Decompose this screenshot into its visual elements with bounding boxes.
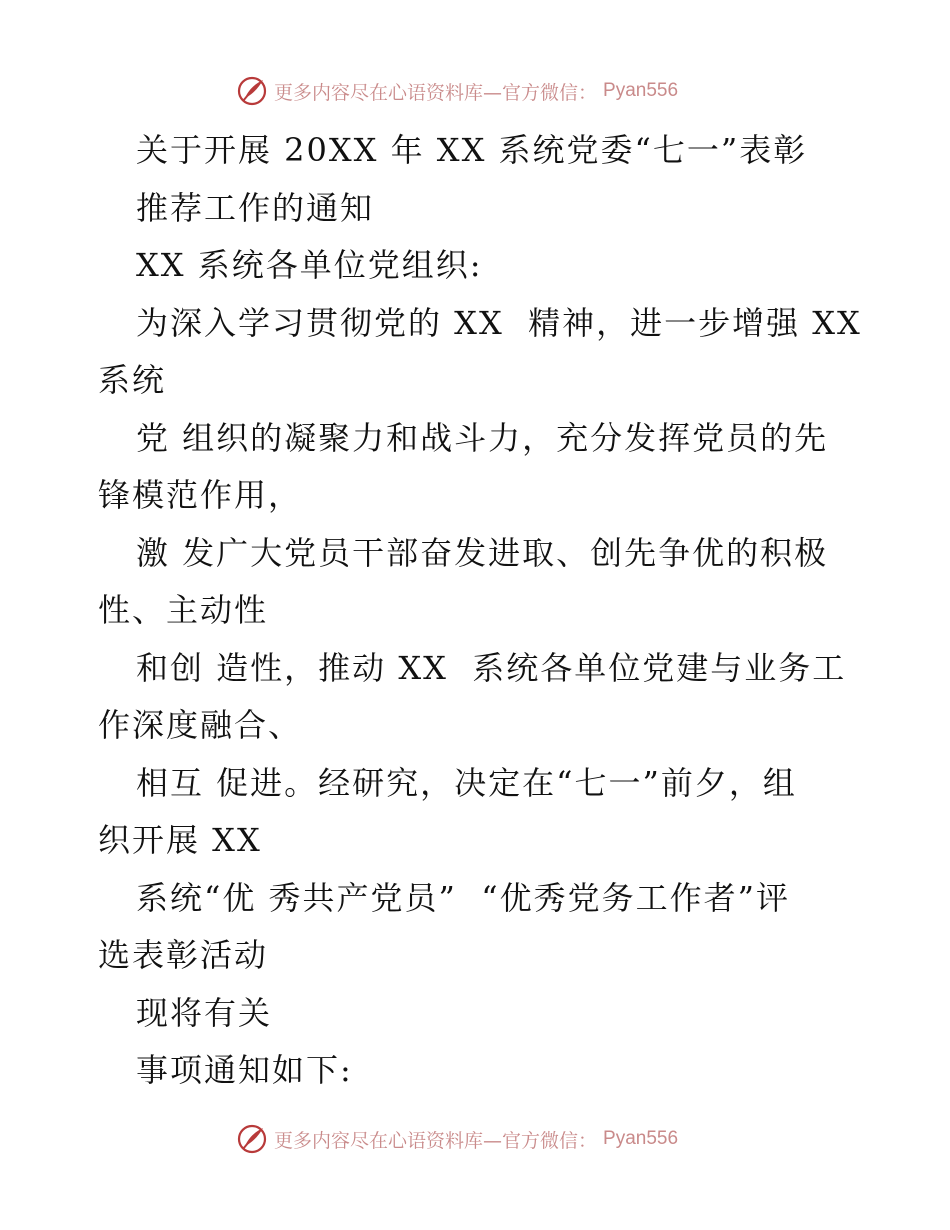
text-line: 事项通知如下: xyxy=(136,1051,353,1089)
text-line: 性、主动性 xyxy=(98,591,269,629)
footer-watermark xyxy=(236,1122,678,1156)
text-line: 系统“优 秀共产党员” “优秀党务工作者”评 xyxy=(136,878,790,917)
watermark-text: 更多内容尽在心语资料库—官方微信： xyxy=(274,81,598,104)
text-line: 为深入学习贯彻党的 XX 精神，进一步增强 XX xyxy=(136,303,862,342)
quill-logo-icon xyxy=(236,1123,268,1155)
text-line: 党 组织的凝聚力和战斗力，充分发挥党员的先 xyxy=(136,418,829,457)
text-line: 作深度融合、 xyxy=(98,706,303,744)
text-line: 选表彰活动 xyxy=(98,936,269,974)
text-line: 和创 造性，推动 XX 系统各单位党建与业务工 xyxy=(136,648,847,687)
text-line: 激 发广大党员干部奋发进取、创先争优的积极 xyxy=(136,533,829,572)
text-line: 锋模范作用， xyxy=(98,476,303,514)
text-line: 相互 促进。经研究，决定在“七一”前夕，组 xyxy=(136,763,797,802)
quill-logo-icon xyxy=(236,75,268,107)
text-line: XX 系统各单位党组织: xyxy=(136,246,483,284)
text-line: 系统 xyxy=(98,361,167,399)
header-watermark xyxy=(236,74,678,108)
watermark-wechat-id: Pyan556 xyxy=(603,80,679,101)
text-line: 现将有关 xyxy=(136,993,273,1032)
text-line: 推荐工作的通知 xyxy=(136,188,375,227)
watermark-wechat-id: Pyan556 xyxy=(603,1128,679,1149)
notice-body xyxy=(98,122,862,1100)
text-line: 关于开展 20XX 年 XX 系统党委“七一”表彰 xyxy=(136,131,808,169)
text-line: 织开展 XX xyxy=(98,821,262,859)
watermark-text: 更多内容尽在心语资料库—官方微信： xyxy=(274,1129,598,1152)
